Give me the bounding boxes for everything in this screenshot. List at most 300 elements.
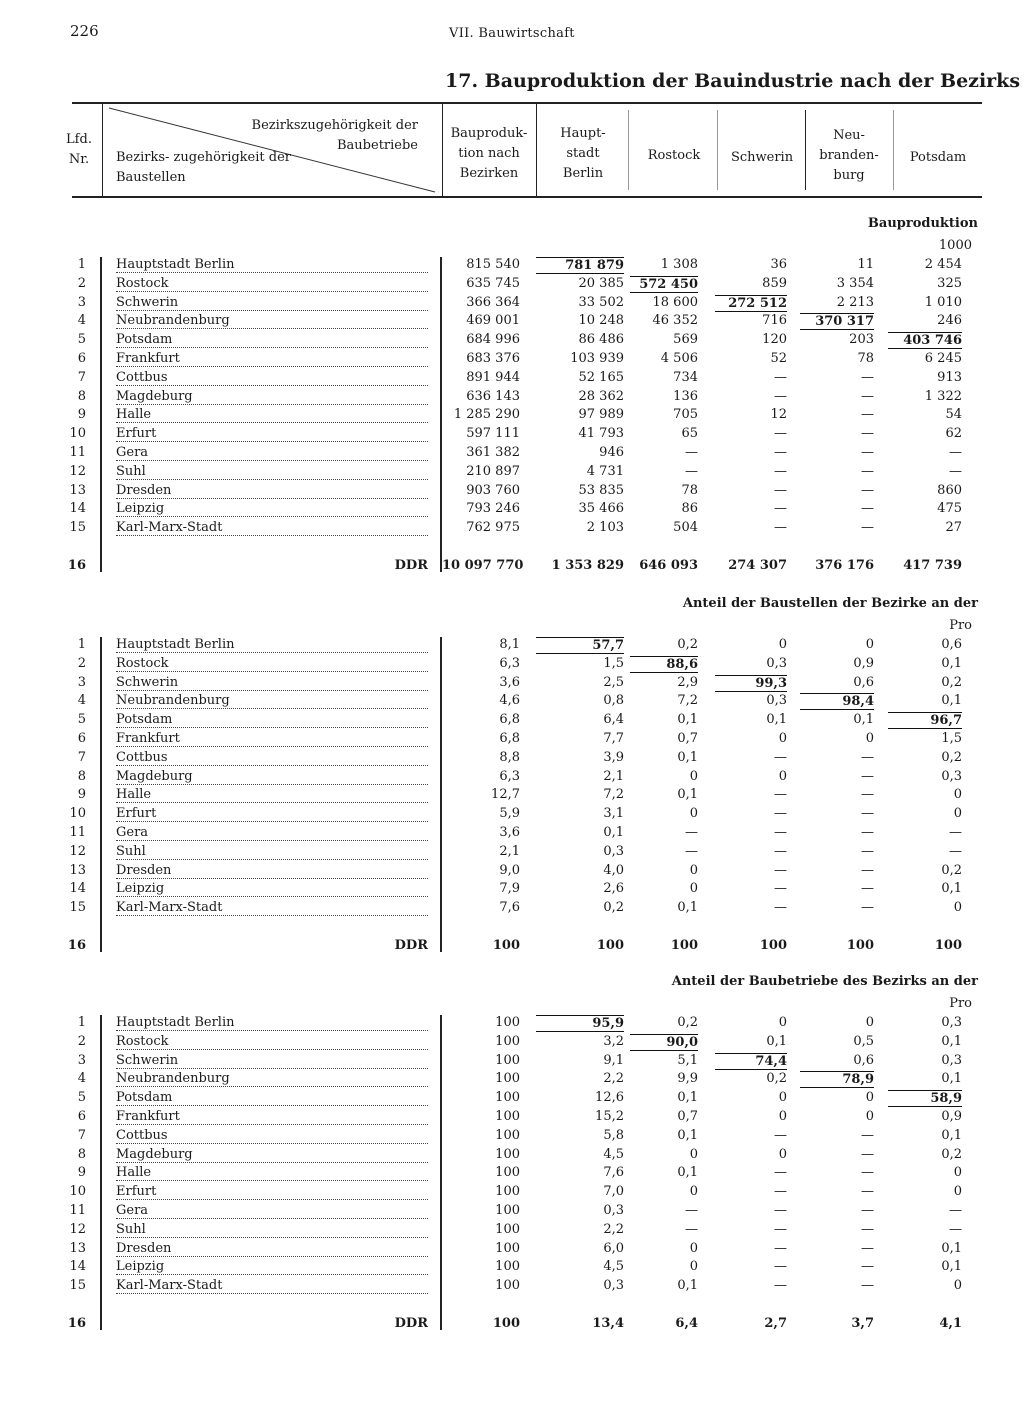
value-total-column: 100 bbox=[495, 1221, 520, 1237]
row-number: 3 bbox=[77, 294, 86, 310]
value-cell: 246 bbox=[937, 313, 962, 329]
row-number: 16 bbox=[67, 1316, 86, 1331]
total-label: DDR bbox=[394, 1316, 428, 1331]
leader-dots bbox=[116, 727, 428, 728]
value-cell: — bbox=[861, 1184, 874, 1200]
leader-dots bbox=[116, 1293, 428, 1294]
table-row bbox=[0, 483, 1024, 502]
value-cell: 0,1 bbox=[677, 749, 698, 765]
value-cell: 0 bbox=[689, 1146, 698, 1162]
value-cell: 325 bbox=[937, 275, 962, 291]
value-cell: 0 bbox=[689, 1184, 698, 1200]
table-row bbox=[0, 712, 1024, 731]
value-cell: — bbox=[861, 407, 874, 423]
value-cell: — bbox=[774, 445, 787, 460]
value-cell: 0,3 bbox=[941, 1015, 962, 1030]
table-row bbox=[0, 389, 1024, 408]
table-row bbox=[0, 1278, 1024, 1297]
value-cell: 0,1 bbox=[677, 787, 698, 803]
district-name: Karl-Marx-Stadt bbox=[116, 1278, 223, 1294]
district-name-cell bbox=[116, 483, 428, 502]
value-cell: 0 bbox=[865, 637, 874, 652]
value-total-column: 891 944 bbox=[466, 369, 520, 385]
leader-dots bbox=[116, 1256, 428, 1257]
value-cell: — bbox=[774, 369, 787, 385]
value-cell: 9,1 bbox=[603, 1052, 624, 1068]
district-name-cell bbox=[116, 1184, 428, 1203]
value-total-column: 684 996 bbox=[466, 332, 520, 348]
leader-dots bbox=[116, 1162, 428, 1163]
district-name-cell bbox=[116, 1071, 428, 1090]
value-cell: 97 989 bbox=[578, 407, 624, 423]
value-cell: 1 010 bbox=[924, 294, 962, 310]
district-name: Leipzig bbox=[116, 881, 165, 897]
value-cell: — bbox=[774, 1165, 787, 1181]
value-cell: 0,2 bbox=[941, 674, 962, 690]
value-total-column: 100 bbox=[495, 1259, 520, 1275]
value-cell: 5,8 bbox=[603, 1127, 624, 1143]
value-cell: 0,1 bbox=[766, 712, 787, 728]
value-cell: — bbox=[685, 463, 698, 479]
leader-dots bbox=[116, 1068, 428, 1069]
row-number: 4 bbox=[77, 693, 86, 709]
value-cell: 0,1 bbox=[677, 900, 698, 916]
table-row bbox=[0, 1128, 1024, 1147]
value-total-column: 210 897 bbox=[466, 463, 520, 479]
value-cell: 0,9 bbox=[941, 1109, 962, 1124]
value-cell: 12 bbox=[770, 407, 787, 423]
district-name: Frankfurt bbox=[116, 1109, 180, 1124]
value-cell: 74,4 bbox=[715, 1053, 787, 1070]
value-cell: 0,3 bbox=[941, 768, 962, 784]
leader-dots bbox=[116, 404, 428, 405]
value-cell: 53 835 bbox=[578, 482, 624, 498]
value-cell: 7,2 bbox=[603, 787, 624, 803]
value-cell: 11 bbox=[857, 257, 874, 272]
value-cell: 569 bbox=[673, 332, 698, 348]
value-cell: 2,2 bbox=[603, 1071, 624, 1087]
district-name-cell bbox=[116, 693, 428, 712]
district-name: Karl-Marx-Stadt bbox=[116, 520, 223, 536]
table-row bbox=[0, 1203, 1024, 1222]
row-number: 14 bbox=[69, 881, 86, 897]
row-number: 8 bbox=[77, 768, 86, 784]
value-cell: 734 bbox=[673, 369, 698, 385]
total-value: 4,1 bbox=[939, 1316, 962, 1331]
district-name: Potsdam bbox=[116, 332, 173, 348]
table-row bbox=[0, 1259, 1024, 1278]
row-number: 6 bbox=[77, 731, 86, 746]
value-cell: — bbox=[774, 1127, 787, 1143]
table-row bbox=[0, 426, 1024, 445]
leader-dots bbox=[116, 746, 428, 747]
district-name-cell bbox=[116, 1203, 428, 1222]
value-cell: 4 506 bbox=[660, 351, 698, 366]
district-name: Frankfurt bbox=[116, 731, 180, 746]
table-row bbox=[0, 675, 1024, 694]
value-total-column: 8,1 bbox=[499, 637, 520, 652]
district-name: Hauptstadt Berlin bbox=[116, 637, 235, 652]
district-name: Dresden bbox=[116, 1240, 172, 1256]
table-row bbox=[0, 295, 1024, 314]
value-cell: 0,1 bbox=[941, 1240, 962, 1256]
leader-dots bbox=[116, 878, 428, 879]
value-cell: 0,3 bbox=[603, 1278, 624, 1294]
value-cell: 0,3 bbox=[603, 1203, 624, 1218]
header-col-neubrandenburg: Neu- branden- burg bbox=[819, 128, 879, 183]
value-cell: 4 731 bbox=[586, 463, 624, 479]
row-number: 15 bbox=[69, 1278, 86, 1294]
value-total-column: 100 bbox=[495, 1033, 520, 1049]
value-cell: — bbox=[861, 463, 874, 479]
section-label: Anteil der Baubetriebe des Bezirks an der bbox=[671, 974, 978, 989]
leader-dots bbox=[116, 802, 428, 803]
value-cell: 2,6 bbox=[603, 881, 624, 897]
value-total-column: 597 111 bbox=[466, 426, 520, 442]
leader-dots bbox=[116, 1030, 428, 1031]
district-name: Erfurt bbox=[116, 1184, 157, 1200]
value-total-column: 1 285 290 bbox=[453, 407, 520, 423]
value-cell: 2,1 bbox=[603, 768, 624, 784]
value-cell: 3,9 bbox=[603, 749, 624, 765]
value-cell: 0,1 bbox=[941, 693, 962, 709]
table-row bbox=[0, 313, 1024, 332]
value-cell: — bbox=[861, 369, 874, 385]
value-cell: 0 bbox=[865, 1090, 874, 1106]
value-cell: — bbox=[774, 881, 787, 897]
row-number: 10 bbox=[69, 806, 86, 822]
value-cell: 0,2 bbox=[941, 1146, 962, 1162]
value-cell: — bbox=[949, 825, 962, 840]
value-cell: 0 bbox=[689, 881, 698, 897]
table-row bbox=[0, 656, 1024, 675]
leader-dots bbox=[116, 765, 428, 766]
district-name-cell bbox=[116, 750, 428, 769]
table-row bbox=[0, 1147, 1024, 1166]
row-number: 11 bbox=[69, 1203, 86, 1218]
district-name-cell bbox=[116, 881, 428, 900]
value-cell: 572 450 bbox=[630, 276, 698, 293]
district-name-cell bbox=[116, 806, 428, 825]
table-row bbox=[0, 370, 1024, 389]
value-cell: 103 939 bbox=[570, 351, 624, 366]
row-number: 1 bbox=[77, 1015, 86, 1030]
row-number: 2 bbox=[77, 1033, 86, 1049]
value-cell: 28 362 bbox=[578, 388, 624, 404]
row-number: 16 bbox=[67, 558, 86, 573]
value-cell: — bbox=[861, 749, 874, 765]
district-name-cell bbox=[116, 426, 428, 445]
value-total-column: 762 975 bbox=[466, 520, 520, 536]
value-cell: 0,2 bbox=[941, 862, 962, 878]
value-cell: 0,1 bbox=[603, 825, 624, 840]
value-cell: 0,1 bbox=[766, 1033, 787, 1049]
value-cell: 0 bbox=[778, 1090, 787, 1106]
total-row bbox=[0, 558, 1024, 577]
value-cell: — bbox=[861, 1127, 874, 1143]
value-cell: 3,1 bbox=[603, 806, 624, 822]
value-cell: — bbox=[861, 1203, 874, 1218]
value-total-column: 12,7 bbox=[491, 787, 520, 803]
district-name: Cottbus bbox=[116, 1127, 168, 1143]
value-cell: 0,1 bbox=[677, 1127, 698, 1143]
leader-dots bbox=[116, 328, 428, 329]
value-cell: — bbox=[861, 520, 874, 536]
district-name-cell bbox=[116, 1259, 428, 1278]
value-total-column: 5,9 bbox=[499, 806, 520, 822]
row-number: 9 bbox=[77, 1165, 86, 1181]
table-row bbox=[0, 825, 1024, 844]
total-row bbox=[0, 1316, 1024, 1335]
value-total-column: 100 bbox=[495, 1090, 520, 1106]
table-row bbox=[0, 1071, 1024, 1090]
district-name-cell bbox=[116, 407, 428, 426]
value-cell: — bbox=[949, 843, 962, 859]
value-cell: 781 879 bbox=[536, 257, 624, 274]
value-cell: 20 385 bbox=[578, 275, 624, 291]
value-total-column: 100 bbox=[495, 1015, 520, 1030]
section-label: Anteil der Baustellen der Bezirke an der bbox=[682, 596, 978, 611]
value-cell: 946 bbox=[599, 445, 624, 460]
value-cell: 272 512 bbox=[715, 295, 787, 312]
value-cell: 86 bbox=[681, 501, 698, 517]
value-cell: 0 bbox=[689, 862, 698, 878]
district-name: Suhl bbox=[116, 463, 146, 479]
value-cell: — bbox=[774, 825, 787, 840]
table-row bbox=[0, 769, 1024, 788]
row-number: 4 bbox=[77, 313, 86, 329]
table-row bbox=[0, 351, 1024, 370]
row-number: 16 bbox=[67, 938, 86, 953]
row-number: 7 bbox=[77, 1127, 86, 1143]
value-cell: 705 bbox=[673, 407, 698, 423]
value-cell: — bbox=[685, 1221, 698, 1237]
district-name: Halle bbox=[116, 407, 152, 423]
value-cell: — bbox=[774, 1221, 787, 1237]
value-cell: 62 bbox=[945, 426, 962, 442]
row-number: 9 bbox=[77, 407, 86, 423]
district-name: Potsdam bbox=[116, 1090, 173, 1106]
value-cell: 0 bbox=[778, 768, 787, 784]
value-total-column: 636 143 bbox=[466, 388, 520, 404]
row-number: 10 bbox=[69, 1184, 86, 1200]
value-cell: — bbox=[949, 1221, 962, 1237]
district-name: Erfurt bbox=[116, 426, 157, 442]
value-cell: 2 103 bbox=[586, 520, 624, 536]
value-cell: — bbox=[949, 445, 962, 460]
district-name-cell bbox=[116, 1165, 428, 1184]
district-name-cell bbox=[116, 464, 428, 483]
value-total-column: 815 540 bbox=[466, 257, 520, 272]
value-cell: 35 466 bbox=[578, 501, 624, 517]
table-row bbox=[0, 445, 1024, 464]
value-total-column: 100 bbox=[495, 1109, 520, 1124]
value-cell: — bbox=[861, 881, 874, 897]
leader-dots bbox=[116, 516, 428, 517]
district-name: Schwerin bbox=[116, 294, 179, 310]
value-cell: 52 bbox=[770, 351, 787, 366]
value-cell: 0,5 bbox=[853, 1033, 874, 1049]
leader-dots bbox=[116, 652, 428, 653]
district-name-cell bbox=[116, 656, 428, 675]
district-name-cell bbox=[116, 1147, 428, 1166]
value-cell: 12,6 bbox=[595, 1090, 624, 1106]
district-name: Hauptstadt Berlin bbox=[116, 1015, 235, 1030]
district-name: Dresden bbox=[116, 862, 172, 878]
value-cell: 0,7 bbox=[677, 731, 698, 746]
value-total-column: 469 001 bbox=[466, 313, 520, 329]
leader-dots bbox=[116, 366, 428, 367]
row-number: 3 bbox=[77, 674, 86, 690]
value-cell: 3,2 bbox=[603, 1033, 624, 1049]
row-number: 9 bbox=[77, 787, 86, 803]
district-name: Neubrandenburg bbox=[116, 1071, 230, 1087]
district-name: Gera bbox=[116, 825, 149, 840]
value-cell: — bbox=[949, 1203, 962, 1218]
district-name-cell bbox=[116, 257, 428, 276]
value-cell: 0 bbox=[865, 1015, 874, 1030]
district-name-cell bbox=[116, 863, 428, 882]
total-value: 3,7 bbox=[851, 1316, 874, 1331]
value-cell: 65 bbox=[681, 426, 698, 442]
district-name-cell bbox=[116, 351, 428, 370]
value-cell: 504 bbox=[673, 520, 698, 536]
district-name: Rostock bbox=[116, 275, 169, 291]
table-row bbox=[0, 900, 1024, 919]
value-cell: — bbox=[774, 787, 787, 803]
district-name: Neubrandenburg bbox=[116, 693, 230, 709]
header-betriebe: Bezirkszugehörigkeit der Baubetriebe bbox=[251, 118, 418, 153]
value-cell: 0,3 bbox=[603, 843, 624, 859]
value-cell: 88,6 bbox=[630, 656, 698, 673]
district-name-cell bbox=[116, 332, 428, 351]
value-cell: 0,1 bbox=[941, 1127, 962, 1143]
value-cell: 0,3 bbox=[766, 693, 787, 709]
value-total-column: 6,3 bbox=[499, 768, 520, 784]
district-name-cell bbox=[116, 1241, 428, 1260]
value-cell: — bbox=[861, 787, 874, 803]
leader-dots bbox=[116, 708, 428, 709]
leader-dots bbox=[116, 1218, 428, 1219]
value-total-column: 7,6 bbox=[499, 900, 520, 916]
row-number: 14 bbox=[69, 1259, 86, 1275]
value-total-column: 9,0 bbox=[499, 862, 520, 878]
value-cell: 78 bbox=[681, 482, 698, 498]
district-name: Halle bbox=[116, 787, 152, 803]
leader-dots bbox=[116, 535, 428, 536]
value-cell: 2,9 bbox=[677, 674, 698, 690]
value-total-column: 635 745 bbox=[466, 275, 520, 291]
value-cell: 0,3 bbox=[941, 1052, 962, 1068]
value-total-column: 100 bbox=[495, 1127, 520, 1143]
value-total-column: 7,9 bbox=[499, 881, 520, 897]
value-cell: 1 322 bbox=[924, 388, 962, 404]
value-cell: 0,1 bbox=[941, 655, 962, 671]
value-total-column: 6,3 bbox=[499, 655, 520, 671]
row-number: 4 bbox=[77, 1071, 86, 1087]
district-name: Erfurt bbox=[116, 806, 157, 822]
district-name: Neubrandenburg bbox=[116, 313, 230, 329]
total-value: 274 307 bbox=[728, 558, 787, 573]
value-cell: — bbox=[685, 1203, 698, 1218]
total-value: 100 bbox=[846, 938, 874, 953]
row-number: 6 bbox=[77, 351, 86, 366]
value-cell: — bbox=[861, 482, 874, 498]
value-cell: 7,6 bbox=[603, 1165, 624, 1181]
district-name-cell bbox=[116, 1053, 428, 1072]
table-row bbox=[0, 863, 1024, 882]
district-name-cell bbox=[116, 1109, 428, 1128]
value-cell: 0,8 bbox=[603, 693, 624, 709]
table-row bbox=[0, 881, 1024, 900]
row-number: 7 bbox=[77, 749, 86, 765]
value-total-column: 683 376 bbox=[466, 351, 520, 366]
value-cell: — bbox=[861, 806, 874, 822]
value-cell: 0,6 bbox=[853, 674, 874, 690]
row-number: 11 bbox=[69, 445, 86, 460]
table-row bbox=[0, 693, 1024, 712]
district-name-cell bbox=[116, 370, 428, 389]
value-cell: 0,2 bbox=[677, 1015, 698, 1030]
value-cell: 0 bbox=[953, 900, 962, 916]
district-name: Cottbus bbox=[116, 369, 168, 385]
value-cell: 0 bbox=[778, 1109, 787, 1124]
district-name-cell bbox=[116, 1015, 428, 1034]
row-number: 2 bbox=[77, 275, 86, 291]
leader-dots bbox=[116, 291, 428, 292]
value-cell: 99,3 bbox=[715, 675, 787, 692]
header-col-schwerin: Schwerin bbox=[730, 150, 794, 165]
district-name-cell bbox=[116, 1128, 428, 1147]
total-value: 6,4 bbox=[675, 1316, 698, 1331]
district-name-cell bbox=[116, 675, 428, 694]
value-cell: 4,0 bbox=[603, 862, 624, 878]
district-name-cell bbox=[116, 844, 428, 863]
district-name-cell bbox=[116, 520, 428, 539]
table-row bbox=[0, 257, 1024, 276]
row-number: 11 bbox=[69, 825, 86, 840]
value-total-column: 100 bbox=[495, 1146, 520, 1162]
row-number: 12 bbox=[69, 463, 86, 479]
leader-dots bbox=[116, 1237, 428, 1238]
leader-dots bbox=[116, 1086, 428, 1087]
value-cell: 0,1 bbox=[677, 712, 698, 728]
header-col-rostock: Rostock bbox=[647, 148, 701, 163]
district-name-cell bbox=[116, 1278, 428, 1297]
row-number: 12 bbox=[69, 843, 86, 859]
value-cell: 475 bbox=[937, 501, 962, 517]
leader-dots bbox=[116, 1143, 428, 1144]
district-name-cell bbox=[116, 445, 428, 464]
section-unit: Pro bbox=[949, 618, 972, 633]
district-name-cell bbox=[116, 313, 428, 332]
value-cell: — bbox=[774, 501, 787, 517]
value-cell: — bbox=[861, 843, 874, 859]
total-value: 376 176 bbox=[815, 558, 874, 573]
value-cell: 0,1 bbox=[677, 1090, 698, 1106]
running-head: VII. Bauwirtschaft bbox=[449, 26, 575, 41]
value-cell: 0 bbox=[778, 1146, 787, 1162]
value-cell: 0,2 bbox=[677, 637, 698, 652]
value-cell: — bbox=[774, 749, 787, 765]
total-value: 100 bbox=[670, 938, 698, 953]
value-cell: 2,2 bbox=[603, 1221, 624, 1237]
district-name-cell bbox=[116, 276, 428, 295]
leader-dots bbox=[116, 690, 428, 691]
value-cell: 0 bbox=[953, 1165, 962, 1181]
leader-dots bbox=[116, 272, 428, 273]
district-name: Schwerin bbox=[116, 1052, 179, 1068]
